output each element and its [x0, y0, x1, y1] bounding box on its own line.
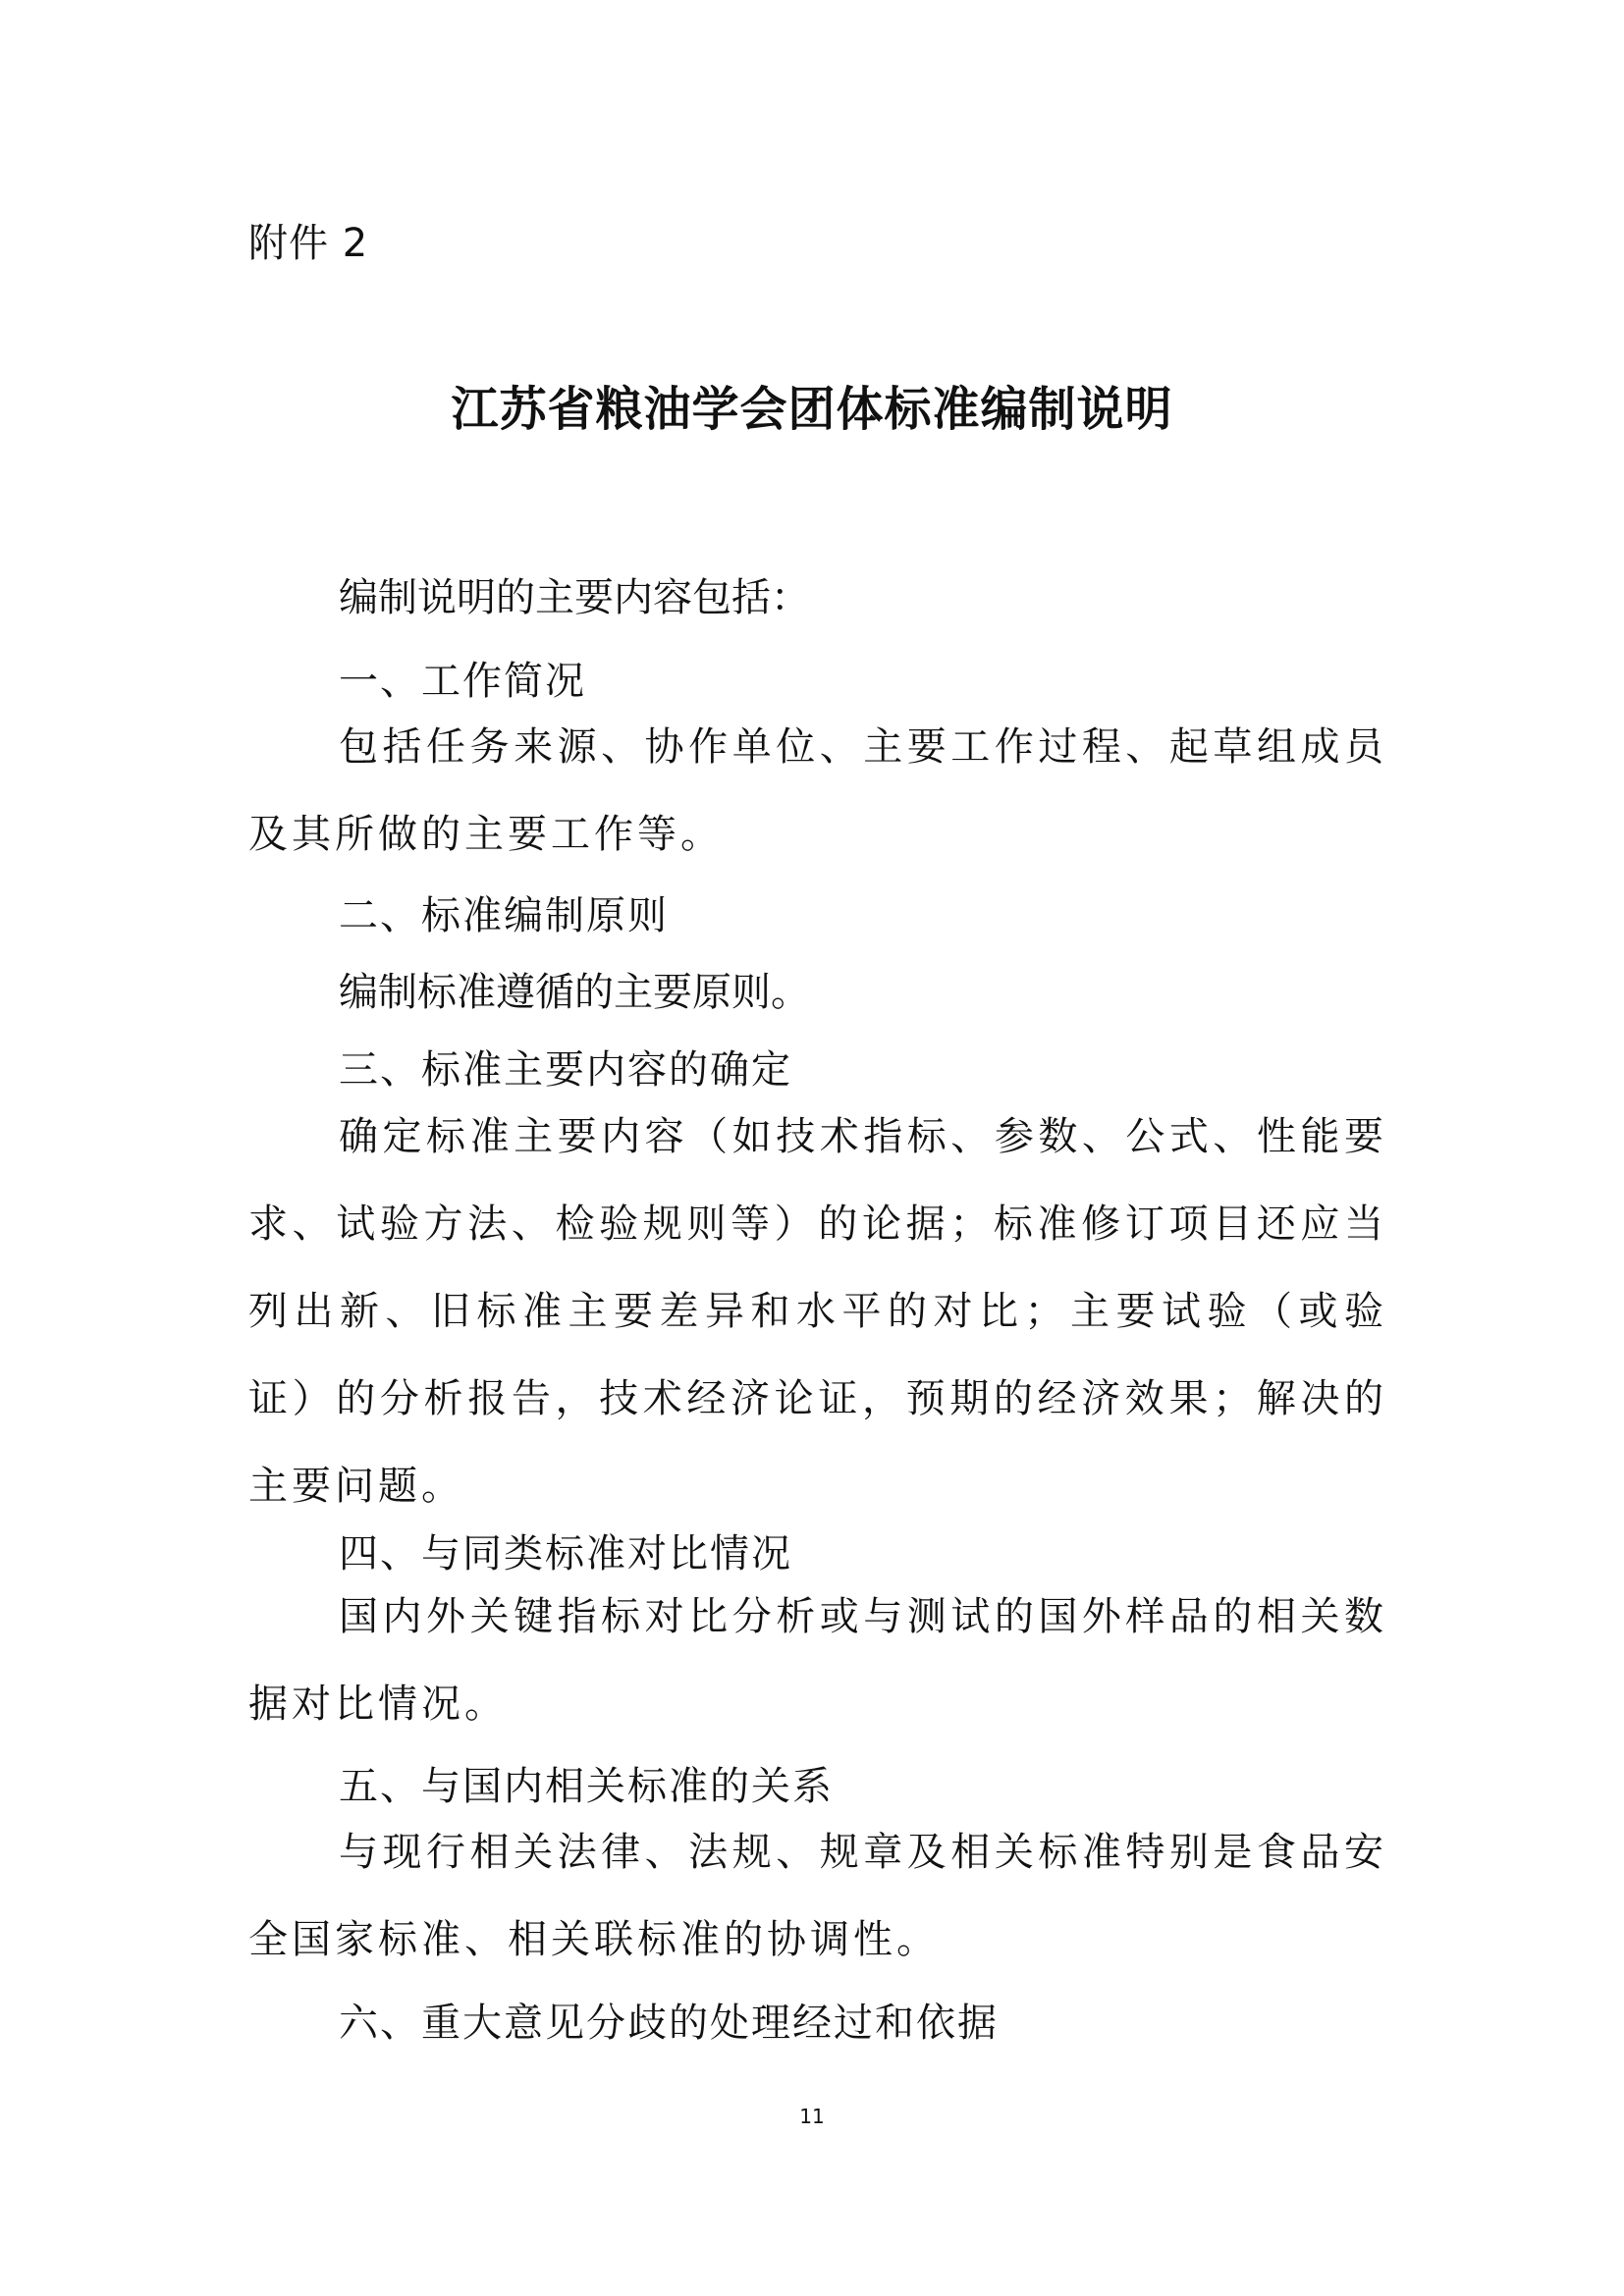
section-heading-6: 六、重大意见分歧的处理经过和依据 — [339, 2001, 999, 2046]
section-heading-2: 二、标准编制原则 — [339, 893, 669, 938]
intro-text: 编制说明的主要内容包括： — [339, 575, 810, 620]
page-number: 11 — [799, 2105, 825, 2128]
section-paragraph-5: 与现行相关法律、法规、规章及相关标准特别是食品安全国家标准、相关联标准的协调性。 — [248, 1830, 1387, 1962]
section-paragraph-1: 包括任务来源、协作单位、主要工作过程、起草组成员及其所做的主要工作等。 — [248, 724, 1387, 857]
section-paragraph-2: 编制标准遵循的主要原则。 — [339, 970, 810, 1015]
document-title: 江苏省粮油学会团体标准编制说明 — [451, 382, 1173, 437]
attachment-label: 附件 2 — [248, 221, 369, 266]
section-heading-5: 五、与国内相关标准的关系 — [339, 1764, 834, 1809]
section-heading-4: 四、与同类标准对比情况 — [339, 1531, 792, 1576]
section-paragraph-4: 国内外关键指标对比分析或与测试的国外样品的相关数据对比情况。 — [248, 1594, 1387, 1727]
section-heading-1: 一、工作简况 — [339, 659, 586, 704]
section-heading-3: 三、标准主要内容的确定 — [339, 1047, 792, 1093]
section-paragraph-3: 确定标准主要内容（如技术指标、参数、公式、性能要求、试验方法、检验规则等）的论据；标准修订项目还应当列出新、旧标准主要差异和水平的对比；主要试验（或验证）的分析报告，技术经济论证，预期的经济效果；解决的主要问题。 — [248, 1114, 1387, 1509]
